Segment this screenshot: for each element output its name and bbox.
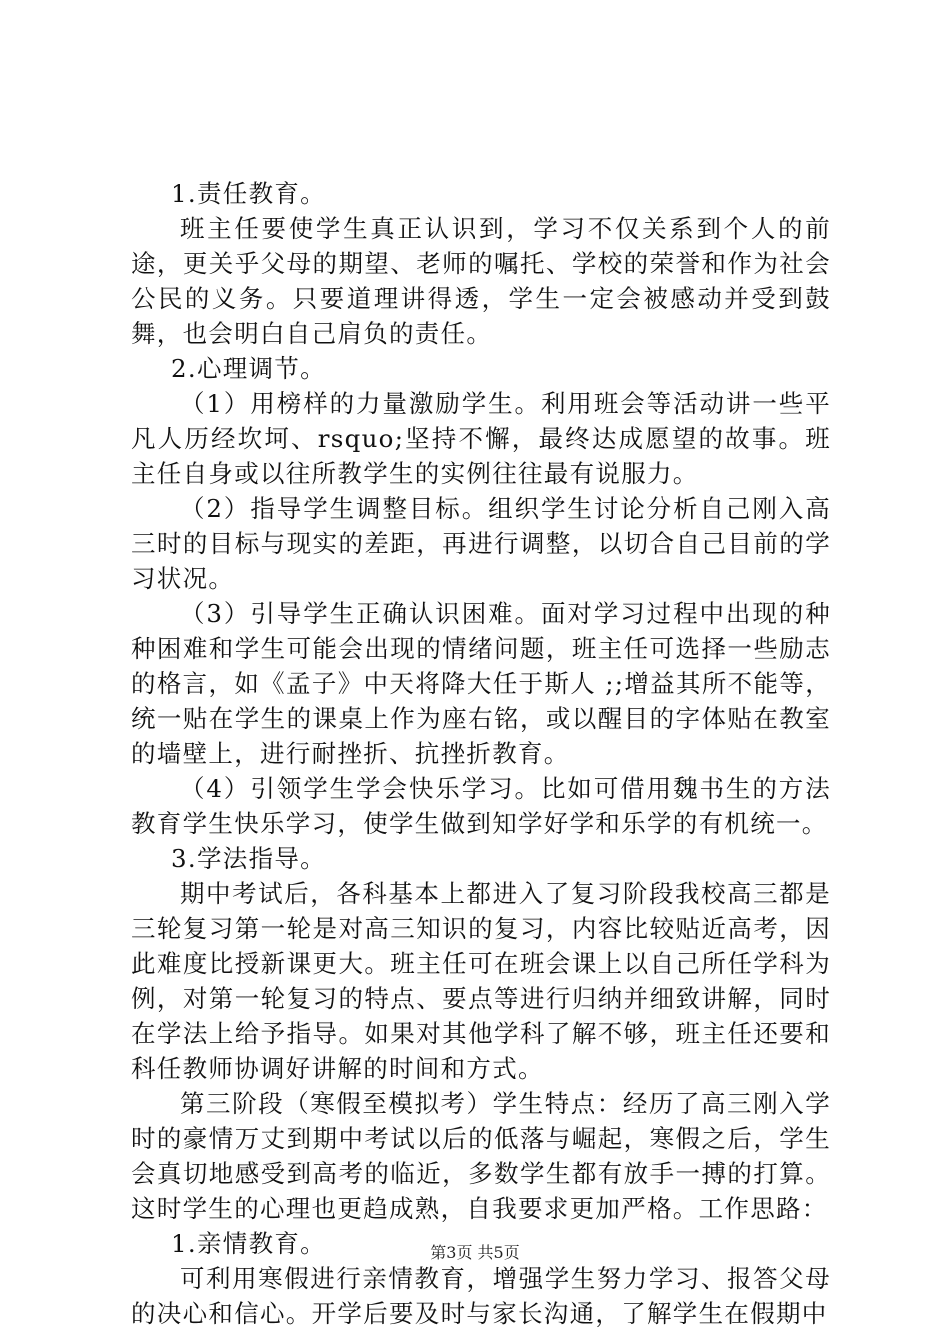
section-heading-study-method: 3.学法指导。 [171,844,326,873]
paragraph: 第三阶段（寒假至模拟考）学生特点：经历了高三刚入学时的豪情万丈到期中考试以后的低落与崛起，寒假之后，学生会真切地感受到高考的临近，多数学生都有放手一搏的打算。这时学生的心理也更趋成熟，自我要求更加严格。工作思路： [131,1089,831,1223]
document-body [131,176,831,1331]
section-heading-psychology: 2.心理调节。 [171,354,326,383]
paragraph: （2）指导学生调整目标。组织学生讨论分析自己刚入高三时的目标与现实的差距，再进行调整，以切合自己目前的学习状况。 [131,494,831,593]
page-number: 第3页 共5页 [430,1243,520,1262]
section-heading-responsibility: 1.责任教育。 [171,179,326,208]
paragraph: 期中考试后，各科基本上都进入了复习阶段我校高三都是三轮复习第一轮是对高三知识的复习，内容比较贴近高考，因此难度比授新课更大。班主任可在班会课上以自己所任学科为例，对第一轮复习的特点、要点等进行归纳并细致讲解，同时在学法上给予指导。如果对其他学科了解不够，班主任还要和科任教师协调好讲解的时间和方式。 [131,879,831,1083]
section-heading-family: 1.亲情教育。 [171,1229,326,1258]
paragraph: （4）引领学生学会快乐学习。比如可借用魏书生的方法教育学生快乐学习，使学生做到知学好学和乐学的有机统一。 [131,774,831,838]
paragraph: （1）用榜样的力量激励学生。利用班会等活动讲一些平凡人历经坎坷、rsquo;坚持不懈，最终达成愿望的故事。班主任自身或以往所教学生的实例往往最有说服力。 [131,389,831,488]
paragraph: （3）引导学生正确认识困难。面对学习过程中出现的种种困难和学生可能会出现的情绪问题，班主任可选择一些励志的格言，如《孟子》中天将降大任于斯人 ;;增益其所不能等，统一贴在学生的课桌上作为座右铭，或以醒目的字体贴在教室的墙壁上，进行耐挫折、抗挫折教育。 [131,599,831,768]
paragraph: 班主任要使学生真正认识到，学习不仅关系到个人的前途，更关乎父母的期望、老师的嘱托、学校的荣誉和作为社会公民的义务。只要道理讲得透，学生一定会被感动并受到鼓舞，也会明白自己肩负的责任。 [131,214,831,348]
paragraph: 可利用寒假进行亲情教育，增强学生努力学习、报答父母的决心和信心。开学后要及时与家长沟通，了解学生在假期中 [131,1264,831,1328]
